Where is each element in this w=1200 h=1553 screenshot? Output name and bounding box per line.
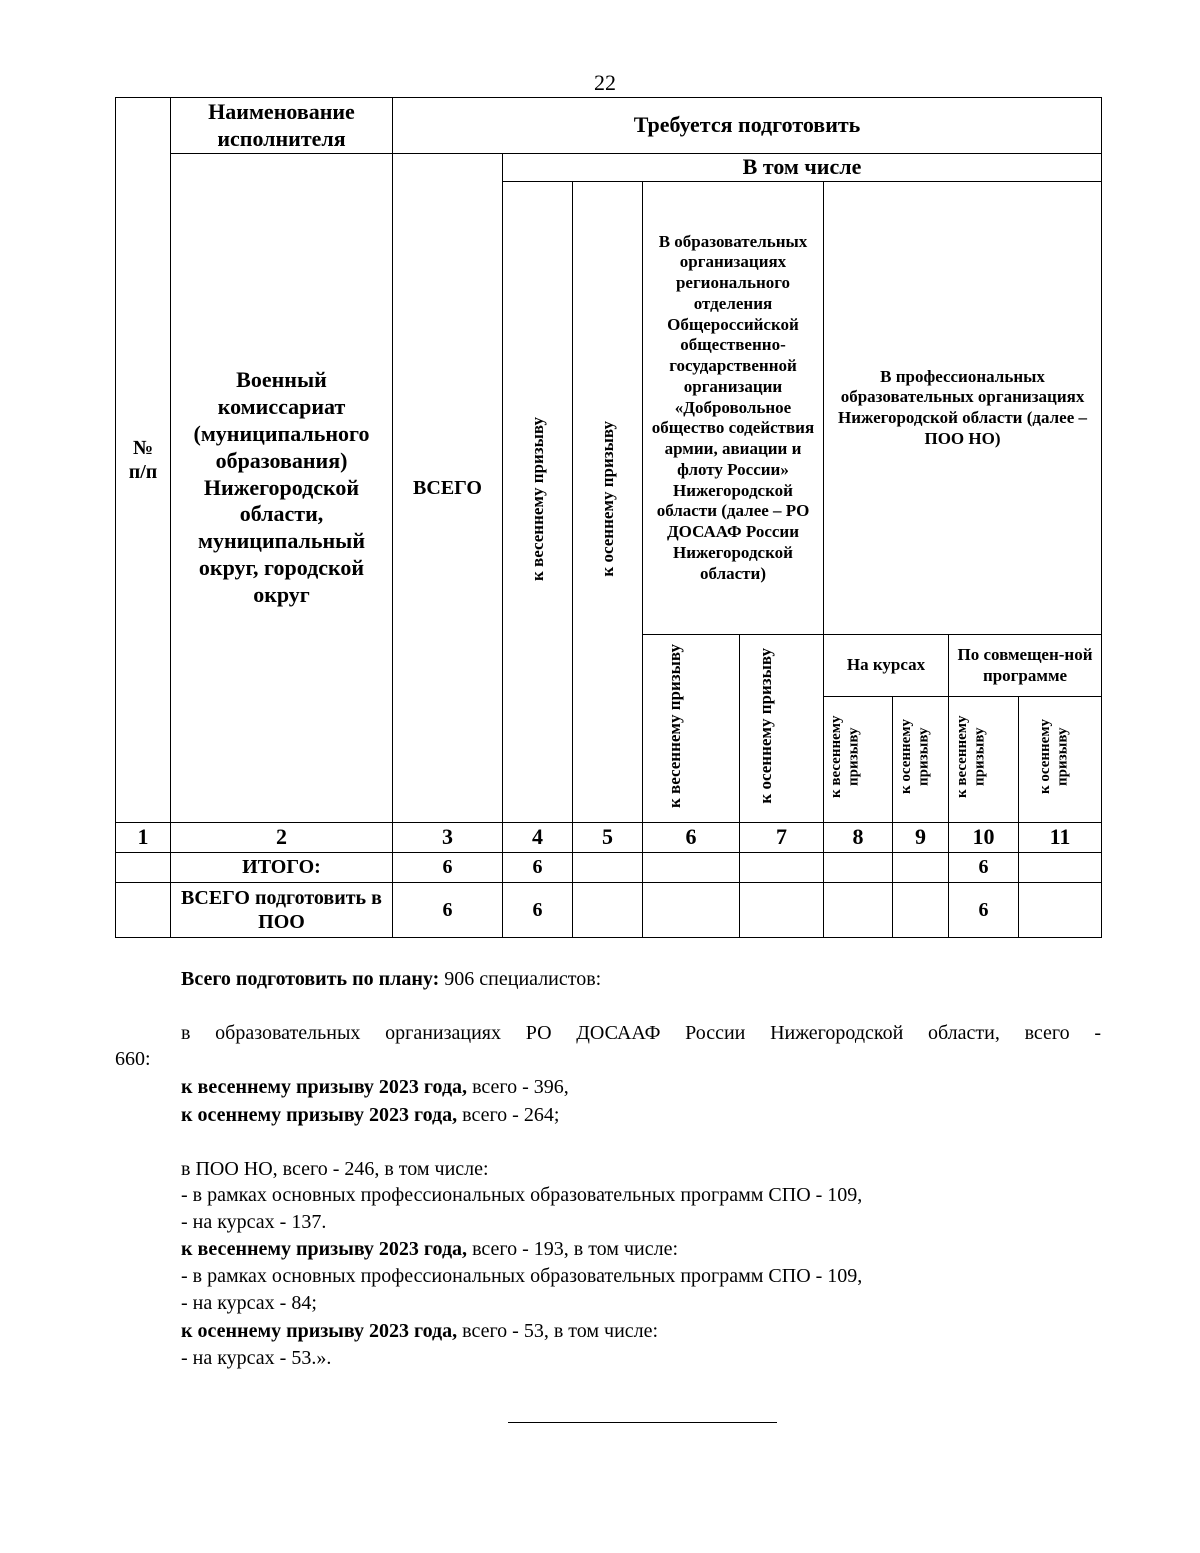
row-combined-autumn xyxy=(1019,853,1102,883)
courses-header: На курсах xyxy=(824,635,949,697)
col-no-header: № п/п xyxy=(116,98,171,823)
row-no xyxy=(116,883,171,938)
dosaaf-header: В образовательных организациях регионального отделения Общероссийской общественно-государственной организации «Добровольное общество содействия армии, авиации и флоту России» Нижегородской области (далее – РО ДОСААФ России Нижегородской области) xyxy=(643,182,824,635)
table-row xyxy=(116,853,1102,883)
poo-spo: - в рамках основных профессиональных образовательных программ СПО - 109, xyxy=(181,1184,863,1206)
col-number: 1 xyxy=(116,823,171,853)
dosaaf-line: в образовательных организациях РО ДОСААФ России Нижегородской области, всего - xyxy=(181,1022,1101,1044)
row-total: 6 xyxy=(393,853,503,883)
poo-spring: к весеннему призыву 2023 года, всего - 193, в том числе: xyxy=(181,1238,678,1260)
row-spring: 6 xyxy=(503,883,573,938)
col-number: 3 xyxy=(393,823,503,853)
poo-header: В профессиональных образовательных организациях Нижегородской области (далее – ПОО НО) xyxy=(824,182,1102,635)
col-number: 11 xyxy=(1019,823,1102,853)
courses-spring-header: к весеннему призыву xyxy=(824,697,893,823)
column-number-row xyxy=(116,823,1102,853)
row-dosaaf-spring xyxy=(643,853,740,883)
page-number: 22 xyxy=(594,70,616,95)
courses-autumn-header: к осеннему призыву xyxy=(893,697,949,823)
dosaaf-autumn: к осеннему призыву 2023 года, всего - 264; xyxy=(181,1104,560,1126)
row-no xyxy=(116,853,171,883)
col-number: 4 xyxy=(503,823,573,853)
executor-description: Военный комиссариат (муниципального образования) Нижегородской области, муниципальный округ, городской округ xyxy=(171,154,393,823)
col-number: 10 xyxy=(949,823,1019,853)
row-combined-spring: 6 xyxy=(949,883,1019,938)
row-dosaaf-autumn xyxy=(740,883,824,938)
row-dosaaf-autumn xyxy=(740,853,824,883)
training-plan-table xyxy=(115,97,1102,938)
total-header: ВСЕГО xyxy=(393,154,503,823)
col-number: 5 xyxy=(573,823,643,853)
col-number: 8 xyxy=(824,823,893,853)
poo-autumn: к осеннему призыву 2023 года, всего - 53, в том числе: xyxy=(181,1320,659,1342)
row-combined-autumn xyxy=(1019,883,1102,938)
row-autumn xyxy=(573,853,643,883)
row-autumn xyxy=(573,883,643,938)
row-courses-spring xyxy=(824,883,893,938)
poo-courses: - на курсах - 137. xyxy=(181,1211,327,1233)
row-name: ВСЕГО подготовить в ПОО xyxy=(171,883,393,938)
combined-autumn-header: к осеннему призыву xyxy=(1019,697,1102,823)
col-number: 7 xyxy=(740,823,824,853)
required-header: Требуется подготовить xyxy=(393,98,1102,154)
row-spring: 6 xyxy=(503,853,573,883)
row-combined-spring: 6 xyxy=(949,853,1019,883)
col-number: 6 xyxy=(643,823,740,853)
poo-spring-courses: - на курсах - 84; xyxy=(181,1292,317,1314)
dosaaf-autumn-header: к осеннему призыву xyxy=(740,635,824,823)
poo-spring-spo: - в рамках основных профессиональных образовательных программ СПО - 109, xyxy=(181,1265,863,1287)
dosaaf-spring: к весеннему призыву 2023 года, всего - 396, xyxy=(181,1076,569,1098)
dosaaf-value: 660: xyxy=(115,1048,151,1070)
row-courses-spring xyxy=(824,853,893,883)
row-total: 6 xyxy=(393,883,503,938)
row-courses-autumn xyxy=(893,853,949,883)
including-header: В том числе xyxy=(503,154,1102,182)
footer-divider xyxy=(508,1422,777,1423)
spring-draft-header: к весеннему призыву xyxy=(503,182,573,823)
executor-header: Наименование исполнителя xyxy=(171,98,393,154)
row-name: ИТОГО: xyxy=(171,853,393,883)
row-dosaaf-spring xyxy=(643,883,740,938)
col-number: 9 xyxy=(893,823,949,853)
row-courses-autumn xyxy=(893,883,949,938)
combined-spring-header: к весеннему призыву xyxy=(949,697,1019,823)
table-row xyxy=(116,883,1102,938)
dosaaf-spring-header: к весеннему призыву xyxy=(643,635,740,823)
combined-header: По совмещен-ной программе xyxy=(949,635,1102,697)
poo-autumn-courses: - на курсах - 53.». xyxy=(181,1347,332,1369)
autumn-draft-header: к осеннему призыву xyxy=(573,182,643,823)
poo-total: в ПОО НО, всего - 246, в том числе: xyxy=(181,1158,489,1180)
plan-total: Всего подготовить по плану: 906 специалистов: xyxy=(181,968,602,990)
col-number: 2 xyxy=(171,823,393,853)
